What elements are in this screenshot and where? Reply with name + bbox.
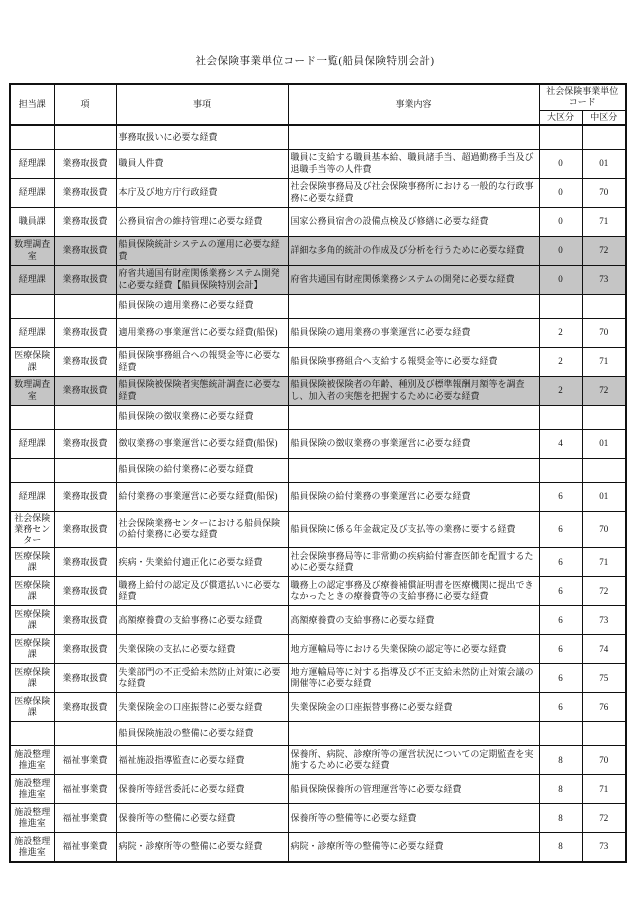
middle-code-cell: 70: [582, 178, 626, 207]
content-cell: 保養所、病院、診療所等の運営状況についての定期監査を実施するために必要な経費: [288, 746, 539, 775]
middle-code-cell: 73: [582, 833, 626, 862]
table-row: [10, 833, 626, 862]
header-code-group: [539, 84, 626, 110]
item-cell: 福祉事業費: [54, 833, 116, 862]
middle-code-cell: 71: [582, 775, 626, 804]
major-code-cell: 0: [539, 149, 582, 178]
major-code-cell: [539, 458, 582, 482]
matter-cell: 職員人件費: [116, 149, 288, 178]
middle-code-cell: [582, 458, 626, 482]
section-row: [10, 405, 626, 429]
dept-cell: 施設整理推進室: [10, 804, 54, 833]
dept-cell: [10, 722, 54, 746]
matter-cell: 府省共通国有財産関係業務システム開発に必要な経費【船員保険特別会計】: [116, 265, 288, 294]
content-cell: 船員保険保養所の管理運営等に必要な経費: [288, 775, 539, 804]
matter-cell: 船員保険の給付業務に必要な経費: [116, 458, 288, 482]
major-code-cell: 0: [539, 178, 582, 207]
major-code-cell: 6: [539, 577, 582, 606]
matter-cell: 疾病・失業給付適正化に必要な経費: [116, 548, 288, 577]
dept-cell: 医療保険課: [10, 635, 54, 664]
major-code-cell: 6: [539, 548, 582, 577]
middle-code-cell: 71: [582, 207, 626, 236]
item-cell: 業務取扱費: [54, 482, 116, 511]
major-code-cell: 6: [539, 511, 582, 548]
matter-cell: 適用業務の事業運営に必要な経費(船保): [116, 318, 288, 347]
item-cell: [54, 294, 116, 318]
major-code-cell: [539, 294, 582, 318]
table-row: [10, 376, 626, 405]
middle-code-cell: 73: [582, 265, 626, 294]
business-unit-code-table: [9, 83, 627, 863]
matter-cell: 船員保険事務組合への報奨金等に必要な経費: [116, 347, 288, 376]
middle-code-cell: 70: [582, 746, 626, 775]
dept-cell: [10, 294, 54, 318]
content-cell: [288, 405, 539, 429]
matter-cell: 船員保険統計システムの運用に必要な経費: [116, 236, 288, 265]
table-row: [10, 746, 626, 775]
content-cell: 船員保険の徴収業務の事業運営に必要な経費: [288, 429, 539, 458]
item-cell: 業務取扱費: [54, 347, 116, 376]
dept-cell: 医療保険課: [10, 577, 54, 606]
matter-cell: 船員保険の徴収業務に必要な経費: [116, 405, 288, 429]
content-cell: 職務上の認定事務及び療養補償証明書を医療機関に提出できなかったときの療養費等の支給事務に必要な経費: [288, 577, 539, 606]
content-cell: [288, 294, 539, 318]
dept-cell: 経理課: [10, 265, 54, 294]
dept-cell: 医療保険課: [10, 347, 54, 376]
matter-cell: 職務上給付の認定及び償還払いに必要な経費: [116, 577, 288, 606]
major-code-cell: 6: [539, 664, 582, 693]
middle-code-cell: 73: [582, 606, 626, 635]
dept-cell: [10, 125, 54, 149]
major-code-cell: [539, 405, 582, 429]
table-row: [10, 577, 626, 606]
middle-code-cell: [582, 125, 626, 149]
table-row: [10, 318, 626, 347]
major-code-cell: [539, 722, 582, 746]
table-row: [10, 606, 626, 635]
section-row: [10, 722, 626, 746]
item-cell: 業務取扱費: [54, 548, 116, 577]
major-code-cell: 6: [539, 635, 582, 664]
dept-cell: 医療保険課: [10, 606, 54, 635]
item-cell: 業務取扱費: [54, 511, 116, 548]
middle-code-cell: 70: [582, 318, 626, 347]
item-cell: 業務取扱費: [54, 236, 116, 265]
content-cell: [288, 722, 539, 746]
item-cell: 業務取扱費: [54, 178, 116, 207]
dept-cell: 数理調査室: [10, 236, 54, 265]
dept-cell: 施設整理推進室: [10, 746, 54, 775]
matter-cell: 社会保険業務センターにおける船員保険の給付業務に必要な経費: [116, 511, 288, 548]
table-body: [10, 125, 626, 862]
matter-cell: 失業部門の不正受給未然防止対策に必要な経費: [116, 664, 288, 693]
matter-cell: 船員保険被保険者実態統計調査に必要な経費: [116, 376, 288, 405]
dept-cell: 医療保険課: [10, 548, 54, 577]
dept-cell: 医療保険課: [10, 664, 54, 693]
table-row: [10, 775, 626, 804]
matter-cell: 公務員宿舎の維持管理に必要な経費: [116, 207, 288, 236]
content-cell: 船員保険の適用業務の事業運営に必要な経費: [288, 318, 539, 347]
major-code-cell: 8: [539, 746, 582, 775]
major-code-cell: 6: [539, 482, 582, 511]
content-cell: 保養所等の整備等に必要な経費: [288, 804, 539, 833]
header-matter: 事項: [116, 84, 288, 125]
item-cell: 業務取扱費: [54, 606, 116, 635]
dept-cell: [10, 405, 54, 429]
middle-code-cell: [582, 405, 626, 429]
table-row: [10, 149, 626, 178]
middle-code-cell: 71: [582, 548, 626, 577]
matter-cell: 本庁及び地方庁行政経費: [116, 178, 288, 207]
matter-cell: 船員保険施設の整備に必要な経費: [116, 722, 288, 746]
major-code-cell: 0: [539, 207, 582, 236]
matter-cell: 事務取扱いに必要な経費: [116, 125, 288, 149]
section-row: [10, 458, 626, 482]
content-cell: 船員保険被保険者の年齢、種別及び標準報酬月額等を調査し、加入者の実態を把握するために必要な経費: [288, 376, 539, 405]
middle-code-cell: 72: [582, 236, 626, 265]
middle-code-cell: 01: [582, 149, 626, 178]
item-cell: 業務取扱費: [54, 265, 116, 294]
content-cell: 船員保険事務組合へ支給する報奨金等に必要な経費: [288, 347, 539, 376]
item-cell: 福祉事業費: [54, 746, 116, 775]
content-cell: 地方運輸局等に対する指導及び不正支給未然防止対策会議の開催等に必要な経費: [288, 664, 539, 693]
table-row: [10, 548, 626, 577]
table-row: [10, 804, 626, 833]
dept-cell: 社会保険業務センター: [10, 511, 54, 548]
content-cell: 失業保険金の口座振替事務に必要な経費: [288, 693, 539, 722]
content-cell: 船員保険の給付業務の事業運営に必要な経費: [288, 482, 539, 511]
section-row: [10, 125, 626, 149]
table-header: [10, 84, 626, 125]
item-cell: 業務取扱費: [54, 693, 116, 722]
item-cell: 福祉事業費: [54, 804, 116, 833]
table-row: [10, 482, 626, 511]
section-row: [10, 294, 626, 318]
middle-code-cell: 74: [582, 635, 626, 664]
dept-cell: 経理課: [10, 178, 54, 207]
major-code-cell: 8: [539, 804, 582, 833]
dept-cell: 経理課: [10, 482, 54, 511]
dept-cell: 施設整理推進室: [10, 775, 54, 804]
matter-cell: 失業保険金の口座振替に必要な経費: [116, 693, 288, 722]
content-cell: [288, 458, 539, 482]
matter-cell: 給付業務の事業運営に必要な経費(船保): [116, 482, 288, 511]
middle-code-cell: [582, 294, 626, 318]
header-content: 事業内容: [288, 84, 539, 125]
content-cell: 国家公務員宿舎の設備点検及び修繕に必要な経費: [288, 207, 539, 236]
major-code-cell: 2: [539, 376, 582, 405]
header-dept: 担当課: [10, 84, 54, 125]
middle-code-cell: 76: [582, 693, 626, 722]
dept-cell: 施設整理推進室: [10, 833, 54, 862]
item-cell: [54, 125, 116, 149]
major-code-cell: 2: [539, 347, 582, 376]
middle-code-cell: 72: [582, 376, 626, 405]
content-cell: 高額療養費の支給事務に必要な経費: [288, 606, 539, 635]
middle-code-cell: 72: [582, 804, 626, 833]
content-cell: 船員保険に係る年金裁定及び支払等の業務に要する経費: [288, 511, 539, 548]
major-code-cell: 2: [539, 318, 582, 347]
major-code-cell: [539, 125, 582, 149]
dept-cell: 経理課: [10, 429, 54, 458]
item-cell: 業務取扱費: [54, 207, 116, 236]
content-cell: 詳細な多角的統計の作成及び分析を行うために必要な経費: [288, 236, 539, 265]
table-row: [10, 635, 626, 664]
table-row: [10, 347, 626, 376]
item-cell: 業務取扱費: [54, 318, 116, 347]
major-code-cell: 0: [539, 265, 582, 294]
major-code-cell: 0: [539, 236, 582, 265]
table-row: [10, 429, 626, 458]
matter-cell: 徴収業務の事業運営に必要な経費(船保): [116, 429, 288, 458]
content-cell: 地方運輸局等における失業保険の認定等に必要な経費: [288, 635, 539, 664]
matter-cell: 福祉施設指導監査に必要な経費: [116, 746, 288, 775]
page-title: 社会保険事業単位コード一覧(船員保険特別会計): [195, 56, 435, 67]
table-row: [10, 511, 626, 548]
header-code-group-label: 社会保険事業単位コード: [546, 86, 619, 108]
major-code-cell: 4: [539, 429, 582, 458]
header-code-middle: 中区分: [582, 110, 626, 125]
content-cell: 府省共通国有財産関係業務システムの開発に必要な経費: [288, 265, 539, 294]
matter-cell: 保養所等経営委託に必要な経費: [116, 775, 288, 804]
item-cell: 業務取扱費: [54, 635, 116, 664]
item-cell: 福祉事業費: [54, 775, 116, 804]
middle-code-cell: 75: [582, 664, 626, 693]
item-cell: 業務取扱費: [54, 149, 116, 178]
dept-cell: 職員課: [10, 207, 54, 236]
dept-cell: 医療保険課: [10, 693, 54, 722]
middle-code-cell: 71: [582, 347, 626, 376]
header-item: 項: [54, 84, 116, 125]
item-cell: [54, 722, 116, 746]
header-code-major: 大区分: [539, 110, 582, 125]
table-row: [10, 693, 626, 722]
major-code-cell: 8: [539, 775, 582, 804]
matter-cell: 失業保険の支払に必要な経費: [116, 635, 288, 664]
item-cell: 業務取扱費: [54, 376, 116, 405]
content-cell: 社会保険事務局等に非常勤の疾病給付審査医師を配置するために必要な経費: [288, 548, 539, 577]
middle-code-cell: 01: [582, 429, 626, 458]
major-code-cell: 6: [539, 693, 582, 722]
content-cell: [288, 125, 539, 149]
middle-code-cell: [582, 722, 626, 746]
dept-cell: 経理課: [10, 318, 54, 347]
table-row: [10, 207, 626, 236]
item-cell: 業務取扱費: [54, 577, 116, 606]
table-row: [10, 664, 626, 693]
item-cell: [54, 458, 116, 482]
middle-code-cell: 70: [582, 511, 626, 548]
table-row: [10, 236, 626, 265]
dept-cell: 経理課: [10, 149, 54, 178]
middle-code-cell: 01: [582, 482, 626, 511]
middle-code-cell: 72: [582, 577, 626, 606]
matter-cell: 病院・診療所等の整備に必要な経費: [116, 833, 288, 862]
matter-cell: 保養所等の整備に必要な経費: [116, 804, 288, 833]
dept-cell: [10, 458, 54, 482]
item-cell: [54, 405, 116, 429]
content-cell: 社会保険事務局及び社会保険事務所における一般的な行政事務に必要な経費: [288, 178, 539, 207]
item-cell: 業務取扱費: [54, 429, 116, 458]
dept-cell: 数理調査室: [10, 376, 54, 405]
matter-cell: 高額療養費の支給事務に必要な経費: [116, 606, 288, 635]
table-row: [10, 178, 626, 207]
table-row: [10, 265, 626, 294]
major-code-cell: 6: [539, 606, 582, 635]
matter-cell: 船員保険の適用業務に必要な経費: [116, 294, 288, 318]
major-code-cell: 8: [539, 833, 582, 862]
item-cell: 業務取扱費: [54, 664, 116, 693]
content-cell: 病院・診療所等の整備等に必要な経費: [288, 833, 539, 862]
content-cell: 職員に支給する職員基本給、職員諸手当、超過勤務手当及び退職手当等の人件費: [288, 149, 539, 178]
